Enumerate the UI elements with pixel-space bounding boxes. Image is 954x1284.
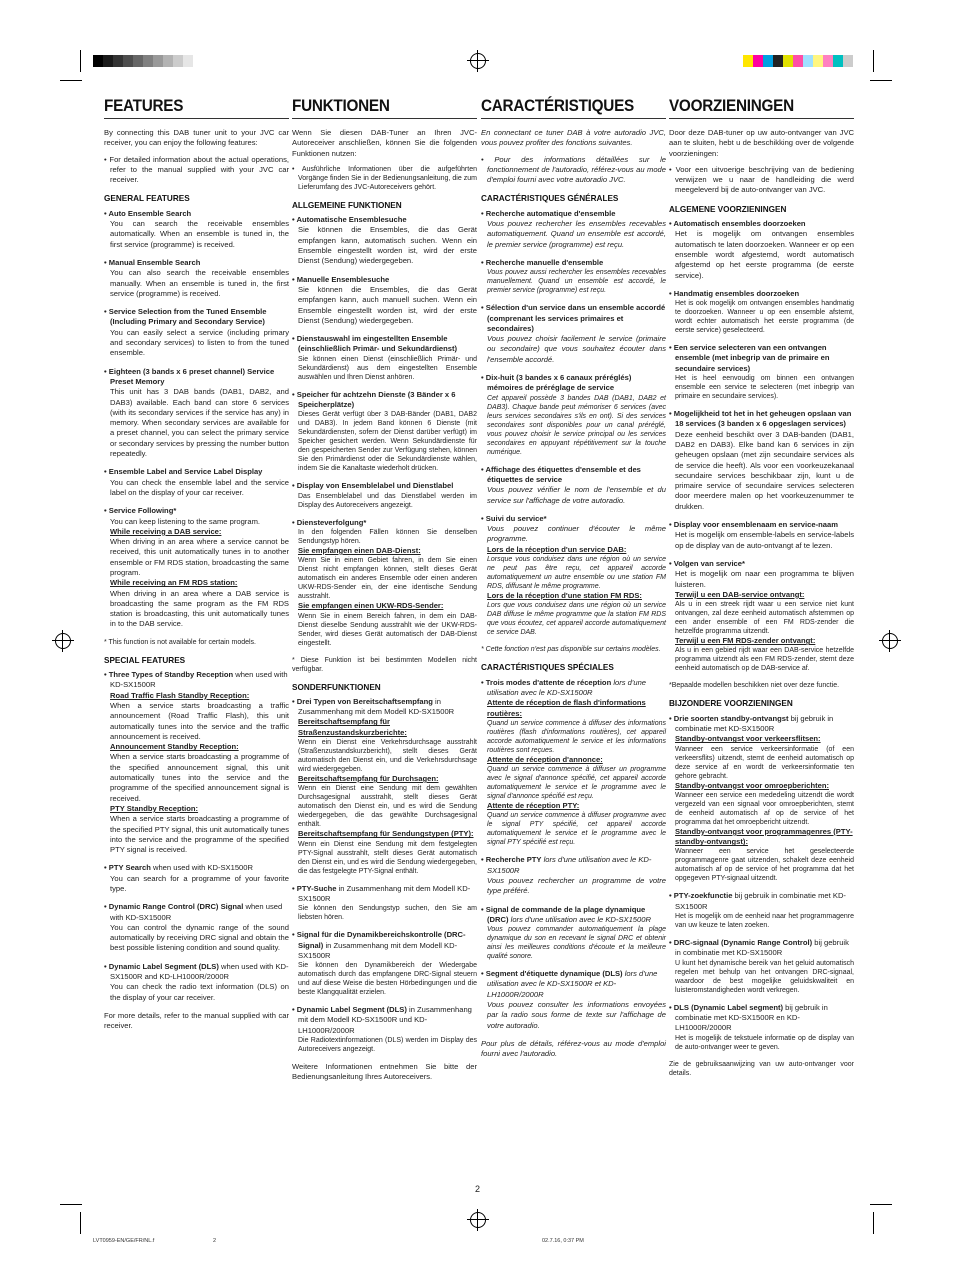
features-column-nl (669, 96, 854, 1084)
color-swatch (783, 55, 793, 67)
feature-item: • Auto Ensemble Search You can search the receivable ensembles automatically. When an ensemble is tuned in, the first service (programme) is received. (104, 208, 289, 249)
crop-mark (870, 80, 892, 81)
footer-timestamp: 02.7.16, 0:37 PM (542, 1238, 584, 1244)
feature-item: • Volgen van service* Het is mogelijk om naar een programma te blijven luisteren. Terwijl u een DAB-service ontvangt: Als u in een streek rijdt waar u een service niet kunt ontvangen, zal deze eenheid automatisch afstemmen op een ander ensemble of een FM RDS-zender die hetzelfde programma uitzendt. Terwijl u een FM RDS-zender ontvangt: Als u in een gebied rijdt waar een DAB-service hetzelfde programma uitzendt als een FM RDS-zender, stemt deze eenheid automatisch op de DAB-service af. (669, 558, 854, 673)
intro-text: Wenn Sie diesen DAB-Tuner an Ihren JVC-Autoreceiver anschließen, können Sie die folgenden Funktionen nutzen: (292, 128, 477, 158)
color-swatch (743, 55, 753, 67)
footnote: * Diese Funktion ist bei bestimmten Modellen nicht verfügbar. (292, 656, 477, 673)
crop-mark (873, 50, 874, 72)
feature-item: • Manual Ensemble Search You can also search the receivable ensembles manually. When an ensemble is tuned in, the first service (programme) is received. (104, 257, 289, 298)
feature-item: • Segment d'étiquette dynamique (DLS) lors d'une utilisation avec le KD-SX1500R et KD-LH1000R/2000R Vous pouvez consulter les informations envoyées par la radio sous forme de texte sur l'affichage de votre autoradio. (481, 969, 666, 1030)
gray-swatch (153, 55, 163, 67)
feature-item: • Trois modes d'attente de réception lors d'une utilisation avec le KD-SX1500R Attente de réception de flash d'informations routières: Quand un service commence à diffuser des informations routières (flash d'informations routières), cet appareil accorde automatiquement le service et les informations routières sont reçues. Attente de réception d'annonce: Quand un service commence à diffuser un programme avec le signal d'annonce spécifié, cet appareil accorde automatiquement le service et le programme avec le signal d'annonce spécifié est reçu. Attente de réception PTY: Quand un service commence à diffuser programme avec le signal PTY spécifié, cet appareil accorde automatiquement le service et le programme avec le signal PTY spécifié est reçu. (481, 677, 666, 847)
crop-mark (80, 50, 81, 72)
general-heading: ALLGEMEINE FUNKTIONEN (292, 200, 402, 210)
feature-item: • Service Following* You can keep listening to the same program. While receiving a DAB service: When driving in an area where a service cannot be received, this unit automatically tunes in to another ensemble or FM RDS station, broadcasting the same program. While receiving an FM RDS station: When driving in an area where a DAB service is broadcasting the same program as the FM RDS station is broadcasting, this unit automatically tunes in to the DAB service. (104, 506, 289, 629)
feature-item: • Display von Ensemblelabel und Dienstlabel Das Ensemblelabel und das Dienstlabel werden im Display des Autoreceivers angezeigt. (292, 481, 477, 509)
outro-text: Pour plus de détails, référez-vous au mode d'emploi fourni avec l'autoradio. (481, 1038, 666, 1059)
gray-swatch (183, 55, 193, 67)
crop-mark (873, 1212, 874, 1234)
crop-mark (60, 1204, 82, 1205)
color-swatch (793, 55, 803, 67)
feature-item: • Drei Typen von Bereitschaftsempfang in Zusammenhang mit dem Modell KD-SX1500R Bereitschaftsempfang für Straßenzustandskurzberichte: Wenn ein Dienst eine Verkehrsdurchsage ausstrahlt (Straßenzustandskurzbericht), stellt dieses Gerät automatisch den Dienst ein, und die Verkehrsdurchsage wird wiedergegeben. Bereitschaftsempfang für Durchsagen: Wenn ein Dienst eine Sendung mit dem gewählten Durchsagesignal ausstrahlt, stellt dieses Gerät automatisch den Dienst ein, und es wird die Sendung wiedergegeben, die das gewählte Durchsagesignal enthält. Bereitschaftsempfang für Sendungstypen (PTY): Wenn ein Dienst eine Sendung mit dem festgelegten PTY-Signal ausstrahlt, stellt dieses Gerät automatisch den Dienst ein, und es wird die Sendung wiedergegeben, die das festgelegte PTY-Signal enthält. (292, 696, 477, 875)
section-title: CARACTÉRISTIQUES (481, 96, 634, 115)
feature-item: • Service Selection from the Tuned Ensemble (Including Primary and Secondary Service) You can easily select a service (including primary and secondary services) to listen to from the tuned ensemble. (104, 307, 289, 358)
features-column-en (104, 96, 289, 1038)
general-heading: CARACTÉRISTIQUES GÉNÉRALES (481, 194, 619, 204)
registration-mark-icon (55, 633, 71, 649)
feature-item: • Drie soorten standby-ontvangst bij gebruik in combinatie met KD-SX1500R Standby-ontvangst voor verkeersflitsen: Wanneer een service verkeersinformatie (of een verkeersflits) uitzendt, stemt de eenheid automatisch op deze service af en wordt de verkeersinformatie ten gehore gebracht. Standby-ontvangst voor omroepberichten: Wanneer een service een mededeling uitzendt die wordt vergezeld van een signaal voor omroepberichten, stemt de eenheid automatisch af op de service of het programma dat het omroepbericht uitzendt. Standby-ontvangst voor programmagenres (PTY-standby-ontvangst): Wanneer een service het geselecteerde programmagenre gaat uitzenden, schakelt deze eenheid automatisch af op de service of het programma dat het opgegeven PTY-signaal uitzendt. (669, 713, 854, 883)
feature-item: • Een service selecteren van een ontvangen ensemble (met inbegrip van de primaire en secundaire services) Het is heel eenvoudig om binnen een ontvangen ensemble een service te selecteren (met inbegrip van primaire en secundaire services). (669, 343, 854, 401)
feature-item: • PTY-zoekfunctie bij gebruik in combinatie met KD-SX1500R Het is mogelijk om de eenheid naar het programmagenre van uw keuze te laten zoeken. (669, 891, 854, 930)
footer-file: LVT0959-EN/GE/FR/NL.f (93, 1238, 155, 1244)
color-swatch (823, 55, 833, 67)
feature-item: • Recherche PTY lors d'une utilisation avec le KD-SX1500R Vous pouvez rechercher un programme de votre type préféré. (481, 855, 666, 896)
title-rule (481, 118, 666, 119)
feature-item: • Handmatig ensembles doorzoeken Het is ook mogelijk om ontvangen ensembles handmatig te doorzoeken. Wanneer u op een ensemble afstemt, wordt echter automatisch het eerste programma (de eerste service) geselecteerd. (669, 288, 854, 335)
feature-item: • Dynamic Label Segment (DLS) in Zusammenhang mit dem Modell KD-SX1500R und KD-LH1000R/2000R Die Radiotextinformationen (DLS) werden im Display des Autoreceivers angezeigt. (292, 1005, 477, 1053)
feature-item: • Mogelijkheid tot het in het geheugen opslaan van 18 services (3 banden x 6 opgeslagen services) Deze eenheid beschikt over 3 DAB-banden (DAB1, DAB2 en DAB3). Elke band kan 6 services in zijn geheugen opslaan (met zijn secundaire services als de service die heeft). Als voor een voorkeuzekanaal secundaire services beschikbaar zijn, kunt u de primaire service of secundaire services selecteren door meerdere malen op het voorkeuzenummer te drukken. (669, 409, 854, 511)
title-rule (292, 118, 477, 119)
feature-item: • Affichage des étiquettes d'ensemble et des étiquettes de service Vous pouvez vérifier le nom de l'ensemble et du service sur l'affichage de votre autoradio. (481, 464, 666, 505)
registration-mark-icon (882, 633, 898, 649)
special-heading: BIJZONDERE VOORZIENINGEN (669, 699, 793, 709)
intro-text: Door deze DAB-tuner op uw auto-ontvanger van JVC aan te sluiten, hebt u de beschikking over de volgende voorzieningen: (669, 128, 854, 158)
gray-swatch (103, 55, 113, 67)
registration-mark-icon (470, 53, 486, 69)
feature-item: • Automatische Ensemblesuche Sie können die Ensembles, die das Gerät empfangen kann, automatisch suchen. Wenn ein Ensemble eingestellt worden ist, wird der erste Dienst (Sendung) wiedergegeben. (292, 215, 477, 266)
outro-text: Zie de gebruiksaanwijzing van uw auto-ontvanger voor details. (669, 1060, 854, 1077)
intro-text: By connecting this DAB tuner unit to your JVC car receiver, you can enjoy the following features: (104, 128, 289, 148)
color-swatch (833, 55, 843, 67)
feature-item: • PTY Search when used with KD-SX1500R You can search for a programme of your favorite type. (104, 863, 289, 893)
intro-bullet: • Pour des informations détaillées sur le fonctionnement de l'autoradio, référez-vous au mode d'emploi fourni avec votre autoradio JVC. (481, 154, 666, 185)
crop-mark (80, 1212, 81, 1234)
section-title: FEATURES (104, 96, 184, 115)
feature-item: • Diensteverfolgung* In den folgenden Fällen können Sie denselben Sendungstyp hören. Sie empfangen einen DAB-Dienst: Wenn Sie in einem Gebiet fahren, in dem Sie einen Dienst nicht empfangen können, stellt dieses Gerät automatisch ein anderes Ensemble oder einen anderen UKW-RDS-Sender ein, der eine identische Sendung ausstrahlt. Sie empfangen einen UKW-RDS-Sender: Wenn Sie in einem Bereich fahren, in dem ein DAB-Dienst dieselbe Sendung ausstrahlt wie der UKW-RDS-Sender, wird dieses Gerät automatisch der DAB-Dienst eingestellt. (292, 517, 477, 647)
color-swatch (803, 55, 813, 67)
feature-item: • Display voor ensemblenaam en service-naam Het is mogelijk om ensemble-labels en service-labels op de display van de auto-ontvangt af te lezen. (669, 520, 854, 550)
intro-bullet: • Voor een uitvoerige beschrijving van de bediening verwijzen we u naar de handleiding die werd meegeleverd bij de auto-ontvanger van JVC. (669, 164, 854, 195)
feature-item: • DRC-signaal (Dynamic Range Control) bij gebruik in combinatie met KD-SX1500R U kunt het dynamische bereik van het geluid automatisch regelen met behulp van het ontvangen DRC-signaal, waardoor de best mogelijke geluidskwaliteit en luisteromstandigheden wordt verkregen. (669, 938, 854, 994)
color-swatch (763, 55, 773, 67)
gray-swatch (113, 55, 123, 67)
feature-item: • Automatisch ensembles doorzoeken Het is mogelijk om ontvangen ensembles automatisch te laten doorzoeken. Wanneer er op een ensemble wordt afgestemd, wordt automatisch afgestemd op het eerste programma (de eerste service). (669, 219, 854, 280)
outro-text: Weitere Informationen entnehmen Sie bitte der Bedienungsanleitung Ihres Autoreceivers. (292, 1061, 477, 1082)
gray-swatch (143, 55, 153, 67)
crop-mark (60, 80, 82, 81)
section-title: FUNKTIONEN (292, 96, 390, 115)
feature-item: • Sélection d'un service dans un ensemble accordé (comprenant les services primaires et secondaires) Vous pouvez choisir facilement le service (primaire ou secondaire) que vous souhaitez écouter dans l'ensemble accordé. (481, 303, 666, 364)
gray-swatch (93, 55, 103, 67)
feature-item: • Ensemble Label and Service Label Display You can check the ensemble label and the service label on the display of your car receiver. (104, 467, 289, 497)
special-heading: CARACTÉRISTIQUES SPÉCIALES (481, 663, 614, 673)
feature-item: • Dynamic Range Control (DRC) Signal when used with KD-SX1500R You can control the dynamic range of the sound automatically by receiving DRC signal and obtain the best possible listening condition and sound quality. (104, 902, 289, 953)
title-rule (104, 118, 289, 119)
feature-item: • Dix-huit (3 bandes x 6 canaux préréglés) mémoires de préréglage de service Cet appareil possède 3 bandes DAB (DAB1, DAB2 et DAB3). Chaque bande peut mémoriser 6 services (avec leurs services secondaires s'ils en ont). Si des services secondaires sont disponibles pour un canal préréglé, vous pouvez choisir le service principal ou les services secondaires en appuyant répétitivement sur la touche numérique. (481, 373, 666, 456)
feature-item: • Signal für die Dynamikbereichskontrolle (DRC-Signal) in Zusammenhang mit dem Modell KD-SX1500R Sie können den Dynamikbereich der Wiedergabe automatisch durch das empfangene DRC-Signal steuern und auf diese Weise die besten Hörbedingungen und die beste Klangqualität erzielen. (292, 930, 477, 997)
color-swatch (773, 55, 783, 67)
intro-bullet: • For detailed information about the actual operations, refer to the manual supplied with your JVC car receiver. (104, 154, 289, 185)
color-swatch (843, 55, 853, 67)
feature-item: • Eighteen (3 bands x 6 preset channel) Service Preset Memory This unit has 3 DAB bands (DAB1, DAB2, and DAB3) available. Each band can store 6 services (with its secondary services if the service has any) in memory. When secondary services are available for a preset channel, you can select the primary service or secondary services by pressing the number button repeatedly. (104, 366, 289, 459)
color-swatch (813, 55, 823, 67)
footer-page: 2 (213, 1238, 217, 1244)
crop-mark (870, 1204, 892, 1205)
feature-item: • Three Types of Standby Reception when used with KD-SX1500R Road Traffic Flash Standby Reception: When a service starts broadcasting a traffic announcement (Road Traffic Flash), this unit automatically tunes into the service and the traffic announcement is received. Announcement Standby Reception: When a service starts broadcasting a programme of the specified announcement signal, this unit automatically tunes into the service and the programme of the specified announcement signal is received. PTY Standby Reception: When a service starts broadcasting a programme of the specified PTY signal, this unit automatically tunes into the service and the programme of the specified PTY signal is received. (104, 670, 289, 855)
gray-swatch (173, 55, 183, 67)
feature-item: • Recherche manuelle d'ensemble Vous pouvez aussi rechercher les ensembles recevables manuellement. Quand un ensemble est accordé, le premier service (programme) est reçu. (481, 257, 666, 295)
color-swatch (753, 55, 763, 67)
grayscale-calibration-strip (93, 55, 203, 67)
gray-swatch (193, 55, 203, 67)
feature-item: • Manuelle Ensemblesuche Sie können die Ensembles, die das Gerät empfangen kann, auch manuell suchen. Wenn ein Ensemble eingestellt worden ist, wird der erste Dienst (Sendung) wiedergegeben. (292, 274, 477, 325)
footnote: * Cette fonction n'est pas disponible sur certains modèles. (481, 646, 661, 654)
features-column-de (292, 96, 477, 1089)
footnote: * This function is not available for certain models. (104, 638, 257, 646)
title-rule (669, 118, 854, 119)
feature-item: • Speicher für achtzehn Dienste (3 Bänder x 6 Speicherplätze) Dieses Gerät verfügt über 3 DAB-Bänder (DAB1, DAB2 und DAB3). In jedem Band können 6 Dienste (mit Sekundärdiensten, sofern der Dienst darüber verfügt) im Speicher gesichert werden. Wenn Sekundärdienste für den gespeicherten Sender zur Verfügung stehen, können Sie den Primärdienst oder die Sekundärdienste wählen, indem Sie die Kanaltaste wiederholt drücken. (292, 389, 477, 473)
intro-text: En connectant ce tuner DAB à votre autoradio JVC, vous pouvez profiter des fonctions suivantes. (481, 128, 666, 148)
feature-item: • Recherche automatique d'ensemble Vous pouvez rechercher les ensembles recevables automatiquement. Quand un ensemble est accordé, le premier service (programme) est reçu. (481, 208, 666, 249)
feature-item: • Suivi du service* Vous pouvez continuer d'écouter le même programme. Lors de la réception d'un service DAB: Lorsque vous conduisez dans une région où un service ne peut pas être reçu, cet appareil accorde automatiquement un autre ensemble ou une station FM RDS, diffusant le même programme. Lors de la réception d'une station FM RDS: Lors que vous conduisez dans une région où un service DAB diffuse le même programme que la station FM RDS que vous écoutez, cet appareil accorde automatiquement ce service DAB. (481, 513, 666, 637)
features-column-fr (481, 96, 666, 1066)
gray-swatch (123, 55, 133, 67)
general-heading: ALGEMENE VOORZIENINGEN (669, 204, 787, 214)
intro-bullet: • Ausführliche Informationen über die aufgeführten Vorgänge finden Sie in der Bedienungsanleitung, die zum Lieferumfang des JVC-Autoreceivers gehört. (292, 165, 477, 191)
gray-swatch (163, 55, 173, 67)
special-heading: SPECIAL FEATURES (104, 655, 186, 665)
gray-swatch (133, 55, 143, 67)
outro-text: For more details, refer to the manual supplied with car receiver. (104, 1010, 289, 1031)
general-heading: GENERAL FEATURES (104, 194, 190, 204)
feature-item: • Signal de commande de la plage dynamique (DRC) lors d'une utilisation avec le KD-SX1500R Vous pouvez commander automatiquement la plage dynamique du son en recevant le signal DRC et obtenir ainsi les meilleures conditions d'écoute et la meilleure qualité sonore. (481, 904, 666, 961)
special-heading: SONDERFUNKTIONEN (292, 682, 381, 692)
feature-item: • Dynamic Label Segment (DLS) when used with KD-SX1500R and KD-LH1000R/2000R You can check the radio text information (DLS) on the display of your car receiver. (104, 961, 289, 1002)
color-calibration-strip (743, 55, 853, 67)
page-number: 2 (475, 1184, 481, 1194)
registration-mark-icon (470, 1212, 486, 1228)
feature-item: • Dienstauswahl im eingestellten Ensemble (einschließlich Primär- und Sekundärdienst) Sie können einen Dienst (einschließlich Primär- und Sekundärdienst) aus dem eingestellten Ensemble auswählen und Ihren Dienst anhören. (292, 334, 477, 381)
feature-item: • DLS (Dynamic Label segment) bij gebruik in combinatie met KD-SX1500R en KD-LH1000R/2000R Het is mogelijk de tekstuele informatie op de display van de auto-ontvanger weer te geven. (669, 1002, 854, 1051)
footnote: *Bepaalde modellen beschikken niet over deze functie. (669, 682, 840, 690)
feature-item: • PTY-Suche in Zusammenhang mit dem Modell KD-SX1500R Sie können den Sendungstyp suchen, den Sie am liebsten hören. (292, 883, 477, 922)
section-title: VOORZIENINGEN (669, 96, 794, 115)
